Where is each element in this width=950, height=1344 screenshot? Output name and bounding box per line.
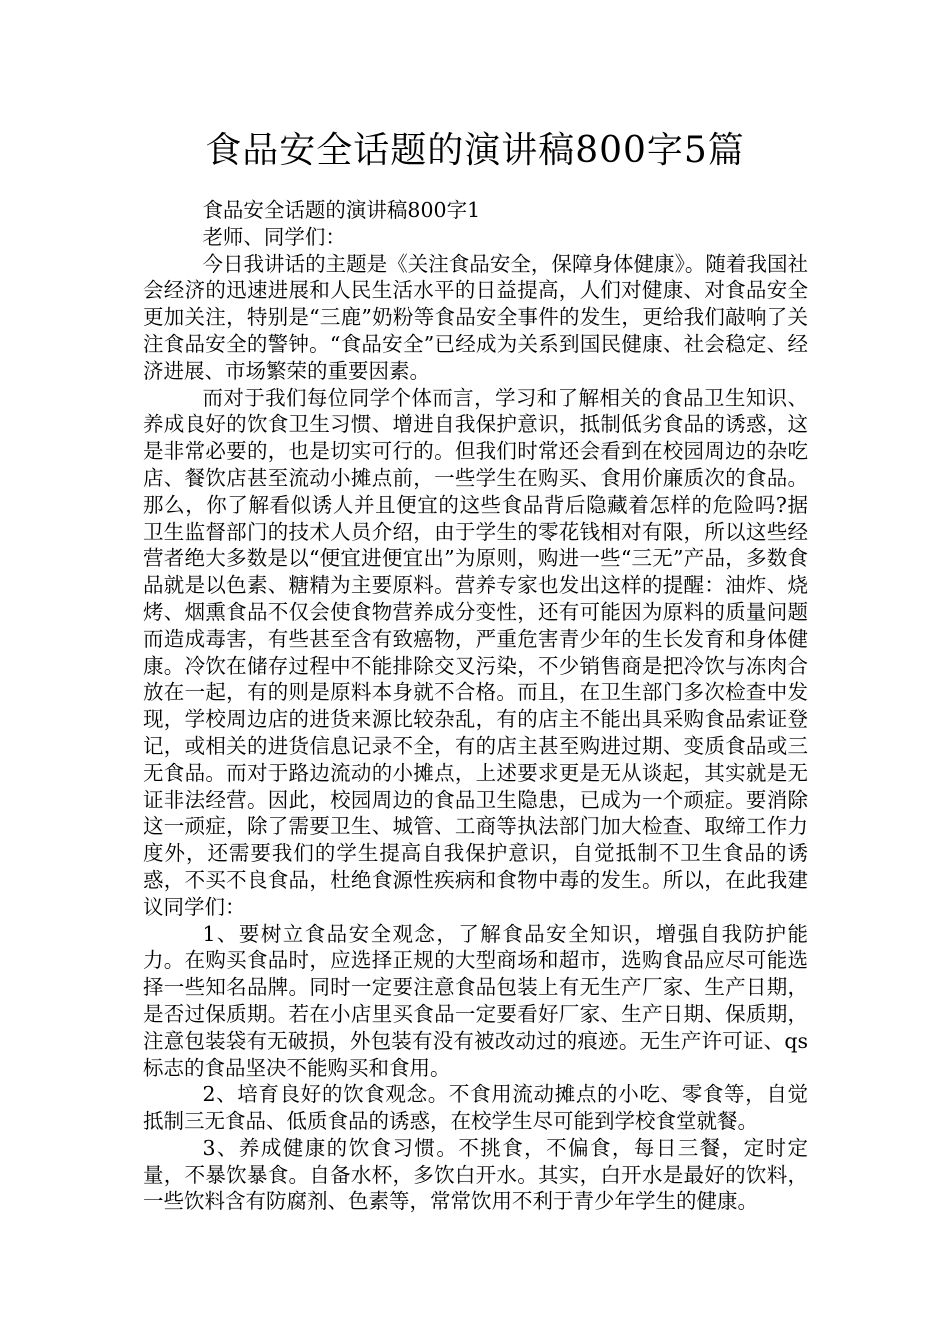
paragraph-intro: 今日我讲话的主题是《关注食品安全，保障身体健康》。随着我国社会经济的迅速进展和人民生活水平的日益提高，人们对健康、对食品安全更加关注，特别是“三鹿”奶粉等食品安全事件的发生，更给我们敲响了关注食品安全的警钟。“食品安全”已经成为关系到国民健康、社会稳定、经济进展、市场繁荣的重要因素。 <box>143 251 808 383</box>
document-title: 食品安全话题的演讲稿800字5篇 <box>205 130 745 171</box>
suggestion-3: 3、养成健康的饮食习惯。不挑食，不偏食，每日三餐，定时定量，不暴饮暴食。自备水杯，多饮白开水。其实，白开水是最好的饮料，一些饮料含有防腐剂、色素等，常常饮用不利于青少年学生的健康。 <box>143 1135 808 1214</box>
suggestion-2: 2、培育良好的饮食观念。不食用流动摊点的小吃、零食等，自觉抵制三无食品、低质食品的诱惑，在校学生尽可能到学校食堂就餐。 <box>143 1082 808 1134</box>
suggestion-1: 1、要树立食品安全观念，了解食品安全知识，增强自我防护能力。在购买食品时，应选择正规的大型商场和超市，选购食品应尽可能选择一些知名品牌。同时一定要注意食品包装上有无生产厂家、生产日期，是否过保质期。若在小店里买食品一定要看好厂家、生产日期、保质期，注意包装袋有无破损，外包装有没有被改动过的痕迹。无生产许可证、qs标志的食品坚决不能购买和食用。 <box>143 921 808 1080</box>
salutation: 老师、同学们： <box>202 224 346 249</box>
section-heading: 食品安全话题的演讲稿800字1 <box>202 198 481 222</box>
document-body <box>143 197 808 1215</box>
paragraph-risks: 而对于我们每位同学个体而言，学习和了解相关的食品卫生知识、养成良好的饮食卫生习惯、增进自我保护意识，抵制低劣食品的诱惑，这是非常必要的，也是切实可行的。但我们时常还会看到在校园周边的杂吃店、餐饮店甚至流动小摊点前，一些学生在购买、食用价廉质次的食品。那么，你了解看似诱人并且便宜的这些食品背后隐藏着怎样的危险吗?据卫生监督部门的技术人员介绍，由于学生的零花钱相对有限，所以这些经营者绝大多数是以“便宜进便宜出”为原则，购进一些“三无”产品，多数食品就是以色素、糖精为主要原料。营养专家也发出这样的提醒：油炸、烧烤、烟熏食品不仅会使食物营养成分变性，还有可能因为原料的质量问题而造成毒害，有些甚至含有致癌物，严重危害青少年的生长发育和身体健康。冷饮在储存过程中不能排除交叉污染，不少销售商是把冷饮与冻肉合放在一起，有的则是原料本身就不合格。而且，在卫生部门多次检查中发现，学校周边店的进货来源比较杂乱，有的店主不能出具采购食品索证登记，或相关的进货信息记录不全，有的店主甚至购进过期、变质食品或三无食品。而对于路边流动的小摊点，上述要求更是无从谈起，其实就是无证非法经营。因此，校园周边的食品卫生隐患，已成为一个顽症。要消除这一顽症，除了需要卫生、城管、工商等执法部门加大检查、取缔工作力度外，还需要我们的学生提高自我保护意识，自觉抵制不卫生食品的诱惑，不买不良食品，杜绝食源性疾病和食物中毒的发生。所以，在此我建议同学们： <box>143 385 808 919</box>
